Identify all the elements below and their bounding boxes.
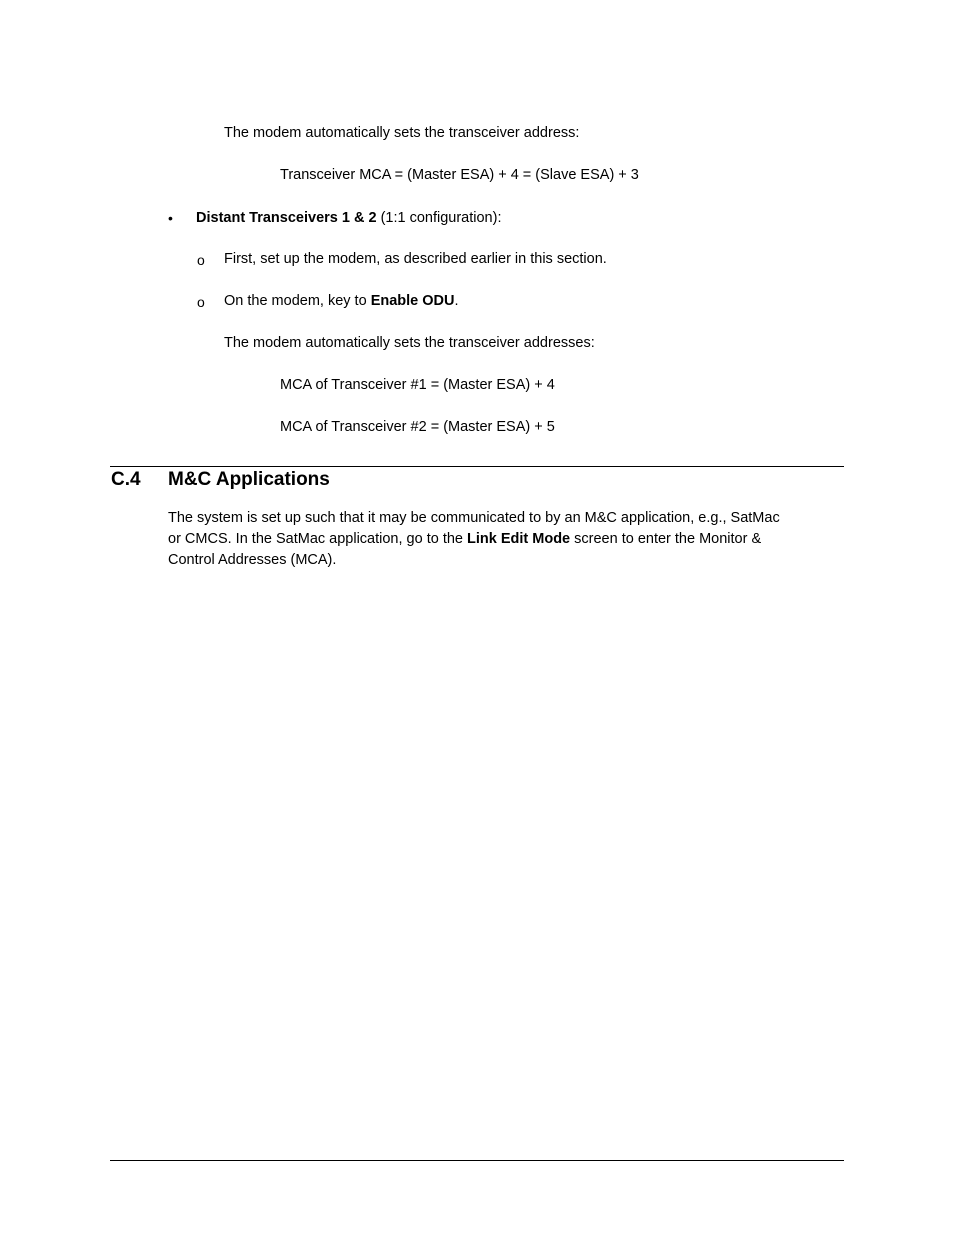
addresses-line: The modem automatically sets the transceiver addresses:: [224, 335, 595, 351]
link-edit-mode-label: Link Edit Mode: [467, 531, 571, 547]
paragraph-line: [168, 529, 848, 550]
bullet-rest: (1:1 configuration):: [376, 210, 502, 226]
enable-odu-label: Enable ODU: [370, 293, 455, 309]
paragraph-line: Control Addresses (MCA).: [168, 552, 337, 568]
paragraph-text: or CMCS. In the SatMac application, go to the: [168, 531, 468, 547]
sub-item-text: First, set up the modem, as described earlier in this section.: [224, 251, 607, 267]
circle-bullet-icon: o: [197, 294, 205, 310]
circle-bullet-icon: o: [197, 252, 205, 268]
sub-item-text-end: .: [454, 293, 459, 309]
footer-divider: [110, 1160, 844, 1161]
section-title: M&C Applications: [168, 469, 330, 490]
bullet-icon: •: [168, 210, 173, 226]
formula-transceiver-2: MCA of Transceiver #2 = (Master ESA) + 5: [280, 419, 555, 435]
formula-transceiver-1: MCA of Transceiver #1 = (Master ESA) + 4: [280, 377, 555, 393]
paragraph-line: The system is set up such that it may be communicated to by an M&C application, e.g., SatMac: [168, 510, 780, 526]
paragraph-text: screen to enter the Monitor &: [570, 531, 762, 547]
sub-item-text: On the modem, key to: [224, 293, 371, 309]
section-paragraph: [168, 508, 848, 571]
section-number: C.4: [111, 469, 141, 490]
sub-item-setup-modem: [224, 249, 607, 270]
intro-line: The modem automatically sets the transceiver address:: [224, 125, 580, 141]
formula-transceiver-mca: Transceiver MCA = (Master ESA) + 4 = (Slave ESA) + 3: [280, 167, 639, 183]
bullet-item-distant-transceivers: [196, 208, 501, 229]
bullet-bold-label: Distant Transceivers 1 & 2: [196, 210, 377, 226]
sub-item-enable-odu: [224, 291, 459, 312]
